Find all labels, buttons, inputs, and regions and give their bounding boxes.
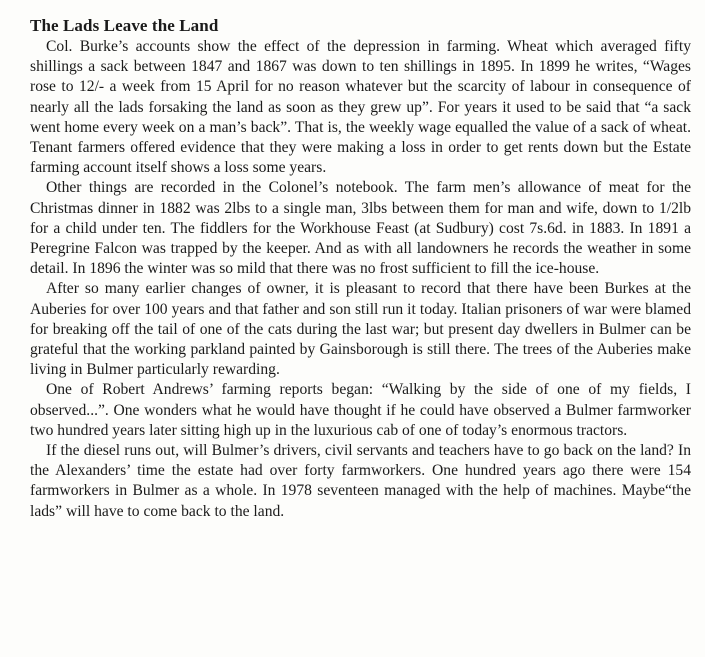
page-title: The Lads Leave the Land xyxy=(30,16,219,35)
paragraph-auberies: After so many earlier changes of owner, it is pleasant to record that there have been Burkes at the Auberies for over 100 years and that father and son still run it today. Italian prisoners of war were blamed for breaking off the tail of one of the cats during the last war; but present day dwellers in Bulmer can be grateful that the working parkland painted by Gainsborough is still there. The trees of the Auberies make living in Bulmer particularly rewarding. xyxy=(30,280,691,379)
paragraph-robert-andrews: One of Robert Andrews’ farming reports began: “Walking by the side of one of my fields, I observed...”. One wonders what he would have thought if he could have observed a Bulmer farmworker two hundred years later sitting high up in the luxurious cab of one of today’s enormous tractors. xyxy=(30,381,691,439)
paragraph-notebook: Other things are recorded in the Colonel’s notebook. The farm men’s allowance of meat for the Christmas dinner in 1882 was 2lbs to a single man, 3lbs between them for man and wife, down to 1/2lb for a child under ten. The fiddlers for the Workhouse Feast (at Sudbury) cost 7s.6d. in 1883. In 1891 a Peregrine Falcon was trapped by the keeper. And as with all landowners he records the weather in some detail. In 1896 the winter was so mild that there was no frost sufficient to fill the ice-house. xyxy=(30,179,691,278)
paragraph-diesel: If the diesel runs out, will Bulmer’s drivers, civil servants and teachers have to go back on the land? In the Alexanders’ time the estate had over forty farmworkers. One hundred years ago there were 154 farmworkers in Bulmer as a whole. In 1978 seventeen managed with the help of machines. Maybe“the lads” will have to come back to the land. xyxy=(30,442,691,520)
paragraph-depression: Col. Burke’s accounts show the effect of the depression in farming. Wheat which averaged fifty shillings a sack between 1847 and 1867 was down to ten shillings in 1895. In 1899 he writes, “Wages rose to 12/- a week from 15 April for no reason whatever but the scarcity of labour in consequence of nearly all the lads forsaking the land as soon as they grew up”. For years it used to be said that “a sack went home every week on a man’s back”. That is, the weekly wage equalled the value of a sack of wheat. Tenant farmers offered evidence that they were making a loss in order to get rents down but the Estate farming account itself shows a loss some years. xyxy=(30,38,691,177)
